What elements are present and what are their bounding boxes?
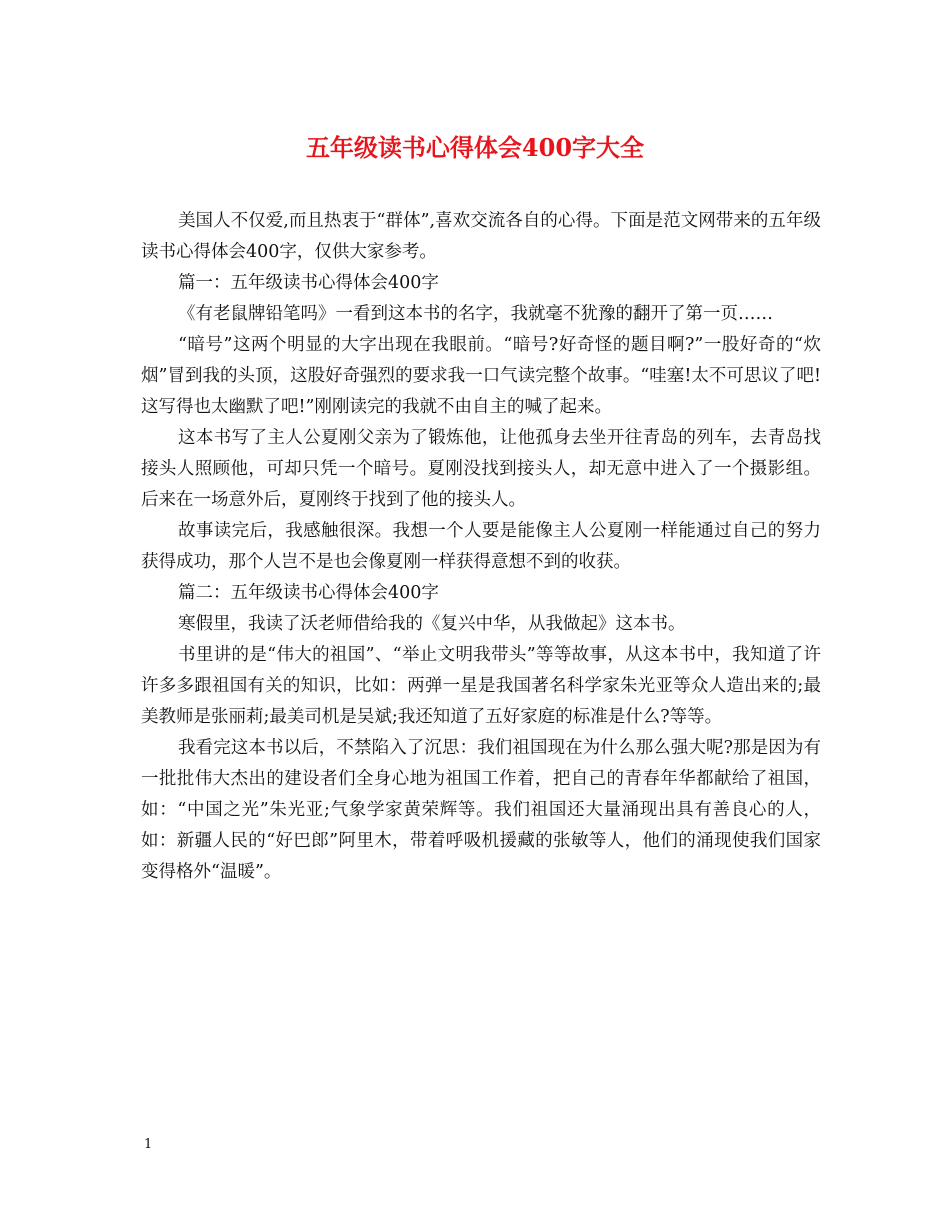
paragraph-intro: 美国人不仅爱,而且热衷于“群体”,喜欢交流各自的心得。下面是范文网带来的五年级读书心得体会400字，仅供大家参考。	[141, 211, 821, 262]
paragraph-story-summary: 这本书写了主人公夏刚父亲为了锻炼他，让他孤身去坐开往青岛的列车，去青岛找接头人照顾他，可却只凭一个暗号。夏刚没找到接头人，却无意中进入了一个摄影组。后来在一场意外后，夏刚终于找到了他的接头人。	[141, 428, 821, 510]
paragraph-book-title: 《有老鼠牌铅笔吗》一看到这本书的名字，我就毫不犹豫的翻开了第一页……	[178, 304, 773, 324]
section-heading-part-one: 篇一：五年级读书心得体会400字	[178, 273, 439, 293]
paragraph-reflection-two: 我看完这本书以后，不禁陷入了沉思：我们祖国现在为什么那么强大呢?那是因为有一批批伟大杰出的建设者们全身心地为祖国工作着，把自己的青春年华都献给了祖国，如：“中国之光”朱光亚;气象学家黄荣辉等。我们祖国还大量涌现出具有善良心的人，如：新疆人民的“好巴郎”阿里木，带着呼吸机援藏的张敏等人，他们的涌现使我们国家变得格外“温暖”。	[141, 738, 821, 882]
paragraph-reflection-one: 故事读完后，我感触很深。我想一个人要是能像主人公夏刚一样能通过自己的努力获得成功，那个人岂不是也会像夏刚一样获得意想不到的收获。	[141, 521, 821, 572]
page-number: 1	[144, 1137, 153, 1152]
section-heading-part-two: 篇二：五年级读书心得体会400字	[178, 583, 439, 603]
paragraph-winter-reading: 寒假里，我读了沃老师借给我的《复兴中华，从我做起》这本书。	[178, 614, 686, 634]
paragraph-secret-code: “暗号”这两个明显的大字出现在我眼前。“暗号?好奇怪的题目啊?”一股好奇的“炊烟”冒到我的头顶，这股好奇强烈的要求我一口气读完整个故事。“哇塞!太不可思议了吧!这写得也太幽默了吧!”刚刚读完的我就不由自主的喊了起来。	[141, 335, 821, 417]
document-title: 五年级读书心得体会400字大全	[305, 133, 645, 162]
document-body	[141, 206, 821, 888]
paragraph-book-content: 书里讲的是“伟大的祖国”、“举止文明我带头”等等故事，从这本书中，我知道了许许多多跟祖国有关的知识，比如：两弹一星是我国著名科学家朱光亚等众人造出来的;最美教师是张丽莉;最美司机是吴斌;我还知道了五好家庭的标准是什么?等等。	[141, 645, 821, 727]
